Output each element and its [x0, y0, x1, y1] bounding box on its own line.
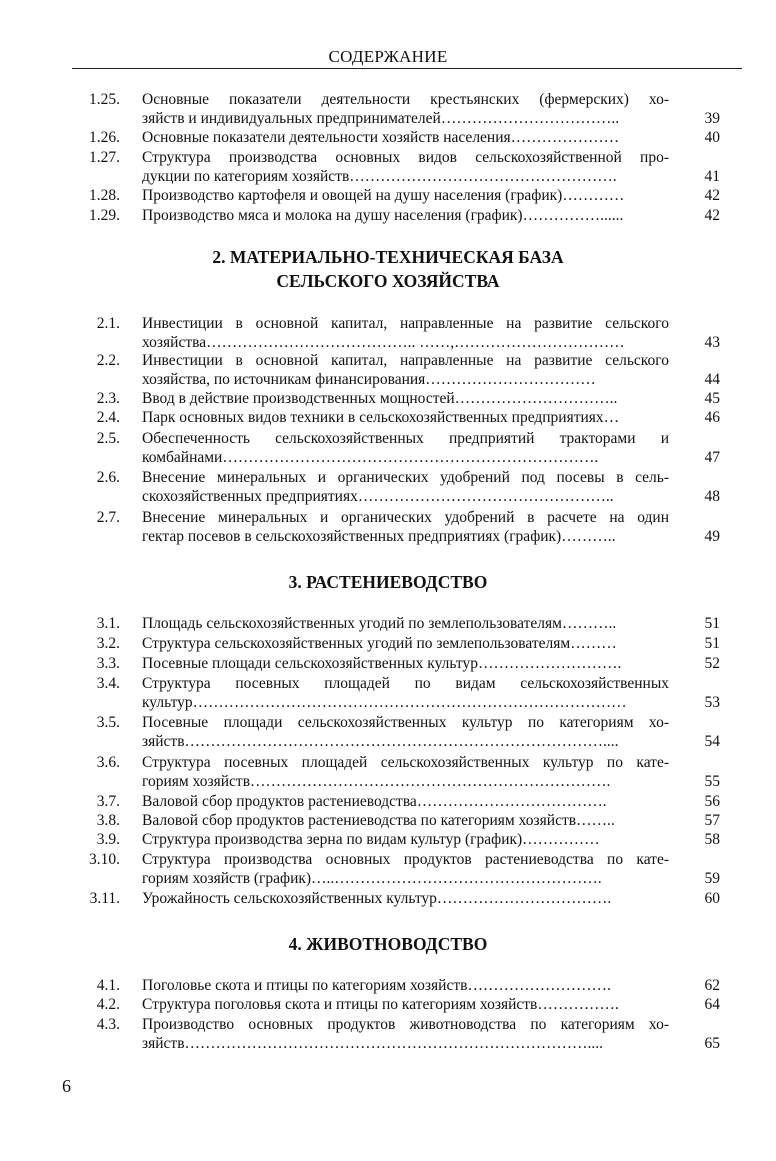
- entry-page: 59: [704, 870, 720, 887]
- entry-title: Структура производства зерна по видам культур (график)……………: [142, 831, 600, 848]
- entry-page: 42: [704, 207, 720, 224]
- entry-page: 48: [704, 488, 720, 505]
- entry-number: 3.11.: [89, 890, 120, 907]
- entry-number: 3.10.: [89, 851, 120, 868]
- entry-number: 2.6.: [96, 469, 120, 486]
- entry-number: 2.3.: [96, 390, 120, 407]
- entry-number: 3.6.: [96, 754, 120, 771]
- entry-title: Производство мяса и молока на душу населения (график)……………......: [142, 207, 624, 224]
- entry-title: Основные показатели деятельности хозяйств населения…………………: [142, 129, 620, 146]
- entry-number: 4.1.: [96, 977, 120, 994]
- entry-title: Структура посевных площадей сельскохозяйственных культур по кате- гориям хозяйств…………………………………………………………….: [142, 754, 669, 790]
- entry-number: 4.3.: [96, 1016, 120, 1033]
- page-header-title: СОДЕРЖАНИЕ: [328, 47, 448, 66]
- entry-number: 1.27.: [89, 149, 120, 166]
- entry-number: 4.2.: [96, 996, 120, 1013]
- entry-number: 3.4.: [96, 675, 120, 692]
- entry-number: 3.3.: [96, 655, 120, 672]
- entry-number: 3.8.: [96, 812, 120, 829]
- entry-number: 3.9.: [96, 831, 120, 848]
- entry-page: 64: [704, 996, 720, 1013]
- page-number: 6: [62, 1076, 71, 1096]
- section-heading: 2. МАТЕРИАЛЬНО-ТЕХНИЧЕСКАЯ БАЗА СЕЛЬСКОГО ХОЗЯЙСТВА: [212, 247, 564, 291]
- entry-page: 55: [704, 773, 720, 790]
- entry-page: 53: [704, 694, 720, 711]
- entry-title: Посевные площади сельскохозяйственных культур……………………….: [142, 655, 622, 672]
- entry-page: 47: [704, 449, 720, 466]
- entry-title: Инвестиции в основной капитал, направленные на развитие сельского хозяйства………………………………….. ……,……………………………: [142, 315, 669, 351]
- entry-page: 54: [704, 733, 720, 750]
- entry-title: Основные показатели деятельности крестьянских (фермерских) хо- зяйств и индивидуальных предпринимателей……………………………..: [142, 91, 669, 127]
- entry-page: 44: [704, 371, 720, 388]
- section-heading: 4. ЖИВОТНОВОДСТВО: [288, 934, 488, 954]
- entry-number: 2.5.: [96, 430, 120, 447]
- entry-title: Внесение минеральных и органических удобрений под посевы в сель- скохозяйственных предприятиях…………………………………………..: [142, 469, 669, 505]
- entry-page: 51: [704, 635, 720, 652]
- entry-page: 62: [704, 977, 720, 994]
- entry-title: Структура производства основных видов сельскохозяйственной про- дукции по категориям хозяйств…………………………………………….: [142, 149, 669, 185]
- entry-title: Производство картофеля и овощей на душу населения (график)…………: [142, 187, 625, 204]
- entry-number: 3.7.: [96, 793, 120, 810]
- entry-page: 60: [704, 890, 720, 907]
- entry-title: Структура сельскохозяйственных угодий по землепользователям………: [142, 635, 617, 652]
- entry-page: 49: [704, 528, 720, 545]
- entry-title: Ввод в действие производственных мощностей…………………………..: [142, 390, 618, 407]
- entry-title: Структура посевных площадей по видам сельскохозяйственных культур…………………………………………………………………………: [142, 675, 669, 711]
- entry-title: Валовой сбор продуктов растениеводства по категориям хозяйств……..: [142, 812, 615, 829]
- entry-number: 2.1.: [96, 315, 120, 332]
- entry-page: 65: [704, 1035, 720, 1052]
- entry-page: 43: [704, 334, 720, 351]
- entry-number: 2.2.: [96, 352, 120, 369]
- entry-title: Посевные площади сельскохозяйственных культур по категориям хо- зяйств………………………………………………………………………....: [142, 714, 669, 750]
- entry-title: Поголовье скота и птицы по категориям хозяйств……………………….: [142, 977, 611, 994]
- entry-page: 57: [704, 812, 720, 829]
- entry-number: 1.29.: [89, 207, 120, 224]
- entry-title: Площадь сельскохозяйственных угодий по землепользователям………..: [142, 615, 617, 632]
- entry-number: 2.4.: [96, 409, 120, 426]
- entry-title: Валовой сбор продуктов растениеводства……………………………….: [142, 793, 607, 810]
- entry-page: 40: [704, 129, 720, 146]
- header-rule: [72, 68, 742, 69]
- entry-title: Внесение минеральных и органических удобрений в расчете на один гектар посевов в сельскохозяйственных предприятиях (график)………..: [142, 509, 669, 545]
- entry-number: 1.25.: [89, 91, 120, 108]
- entry-page: 58: [704, 831, 720, 848]
- entry-page: 39: [704, 110, 720, 127]
- entry-title: Производство основных продуктов животноводства по категориям хо- зяйств……………………………………………………………………....: [142, 1016, 669, 1052]
- entry-page: 42: [704, 187, 720, 204]
- entry-page: 45: [704, 390, 720, 407]
- entry-number: 3.5.: [96, 714, 120, 731]
- entry-title: Инвестиции в основной капитал, направленные на развитие сельского хозяйства, по источникам финансирования……………………………: [142, 352, 669, 388]
- entry-title: Парк основных видов техники в сельскохозяйственных предприятиях…: [142, 409, 620, 426]
- section-heading: 3. РАСТЕНИЕВОДСТВО: [288, 572, 488, 592]
- entry-number: 2.7.: [96, 509, 120, 526]
- entry-page: 52: [704, 655, 720, 672]
- entry-number: 3.1.: [96, 615, 120, 632]
- entry-page: 51: [704, 615, 720, 632]
- entry-number: 3.2.: [96, 635, 120, 652]
- entry-page: 46: [704, 409, 720, 426]
- entry-number: 1.26.: [89, 129, 120, 146]
- entry-page: 41: [704, 168, 720, 185]
- entry-title: Структура поголовья скота и птицы по категориям хозяйств…………….: [142, 996, 619, 1013]
- entry-number: 1.28.: [89, 187, 120, 204]
- entry-page: 56: [704, 793, 720, 810]
- entry-title: Структура производства основных продуктов растениеводства по кате- гориям хозяйств (график)…..…………………………………………….: [142, 851, 669, 887]
- entry-title: Урожайность сельскохозяйственных культур…………………………….: [142, 890, 612, 907]
- entry-title: Обеспеченность сельскохозяйственных предприятий тракторами и комбайнами……………………………………………………………….: [142, 430, 669, 466]
